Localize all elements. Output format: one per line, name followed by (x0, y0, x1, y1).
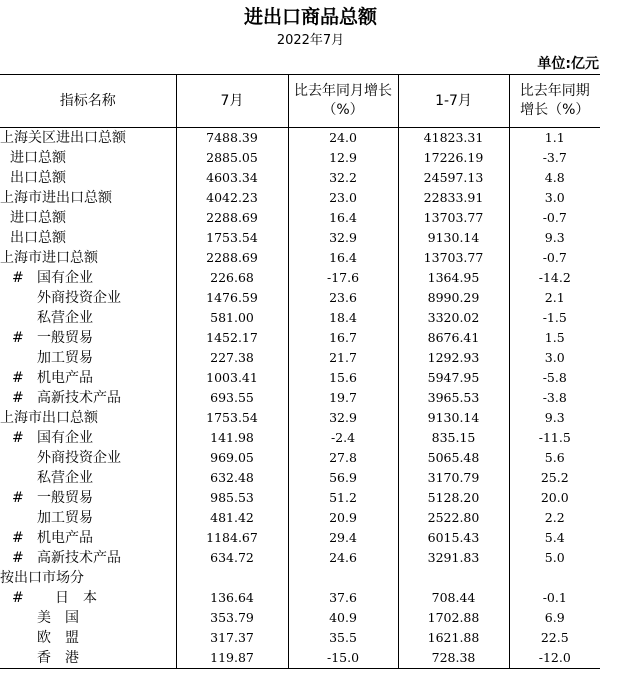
row-label: 上海市出口总额 (0, 410, 98, 426)
row-label: 外商投资企业 (37, 450, 121, 466)
cell-ytd: 8676.41 (398, 328, 509, 348)
row-label-cell (0, 268, 176, 288)
table-row (0, 188, 600, 208)
cell-month-yoy: 16.4 (288, 208, 398, 228)
cell-ytd: 13703.77 (398, 248, 509, 268)
cell-month: 226.68 (176, 268, 288, 288)
row-label: 私营企业 (37, 470, 93, 486)
cell-ytd-yoy: -0.1 (509, 588, 600, 608)
table-row (0, 608, 600, 628)
table-row (0, 148, 600, 168)
table-row (0, 468, 600, 488)
table-row (0, 168, 600, 188)
cell-month-yoy: 29.4 (288, 528, 398, 548)
cell-ytd: 24597.13 (398, 168, 509, 188)
row-label: 美 国 (37, 610, 79, 626)
cell-ytd (398, 568, 509, 588)
cell-month-yoy: 40.9 (288, 608, 398, 628)
row-label-cell (0, 568, 176, 588)
hash-marker: # (12, 270, 24, 286)
cell-month: 7488.39 (176, 128, 288, 149)
hash-marker: # (12, 530, 24, 546)
row-label: 私营企业 (37, 310, 93, 326)
row-label-cell (0, 368, 176, 388)
cell-month: 2288.69 (176, 248, 288, 268)
table-header (0, 75, 600, 128)
row-label-cell (0, 188, 176, 208)
table-row (0, 288, 600, 308)
header-ytd-yoy: 比去年同期增长（%） (509, 75, 600, 128)
row-label: 出口总额 (10, 170, 66, 186)
row-label: 一般贸易 (37, 330, 93, 346)
cell-ytd: 2522.80 (398, 508, 509, 528)
unit-label: 单位:亿元 (537, 56, 599, 72)
row-label: 外商投资企业 (37, 290, 121, 306)
cell-month: 119.87 (176, 648, 288, 669)
cell-month: 4603.34 (176, 168, 288, 188)
header-name: 指标名称 (0, 75, 176, 128)
row-label: 国有企业 (37, 270, 93, 286)
row-label: 香 港 (37, 650, 79, 666)
cell-ytd-yoy: 5.0 (509, 548, 600, 568)
cell-ytd: 9130.14 (398, 408, 509, 428)
row-label: 高新技术产品 (37, 550, 121, 566)
cell-month-yoy: 24.6 (288, 548, 398, 568)
row-label-cell (0, 628, 176, 648)
row-label-cell (0, 508, 176, 528)
hash-marker: # (12, 430, 24, 446)
cell-month-yoy: 32.2 (288, 168, 398, 188)
row-label: 上海市进口总额 (0, 250, 98, 266)
table-row (0, 628, 600, 648)
cell-month: 317.37 (176, 628, 288, 648)
row-label-cell (0, 168, 176, 188)
row-label: 国有企业 (37, 430, 93, 446)
table-title: 进出口商品总额 (243, 6, 377, 28)
cell-month: 136.64 (176, 588, 288, 608)
cell-ytd: 5947.95 (398, 368, 509, 388)
row-label-cell (0, 588, 176, 608)
cell-month-yoy: 32.9 (288, 228, 398, 248)
table-row (0, 528, 600, 548)
cell-month-yoy: 20.9 (288, 508, 398, 528)
cell-month: 1753.54 (176, 408, 288, 428)
cell-month: 1184.67 (176, 528, 288, 548)
header-month-yoy: 比去年同月增长（%） (288, 75, 398, 128)
row-label-cell (0, 348, 176, 368)
row-label: 上海市进出口总额 (0, 190, 112, 206)
cell-ytd-yoy: 5.4 (509, 528, 600, 548)
table-row (0, 488, 600, 508)
cell-month: 2885.05 (176, 148, 288, 168)
cell-ytd: 5128.20 (398, 488, 509, 508)
cell-month-yoy: 15.6 (288, 368, 398, 388)
cell-ytd-yoy: -0.7 (509, 208, 600, 228)
cell-month-yoy: 37.6 (288, 588, 398, 608)
table-row (0, 208, 600, 228)
cell-ytd-yoy: 25.2 (509, 468, 600, 488)
cell-ytd: 3965.53 (398, 388, 509, 408)
table-row (0, 448, 600, 468)
cell-ytd: 22833.91 (398, 188, 509, 208)
row-label-cell (0, 148, 176, 168)
cell-month-yoy: 21.7 (288, 348, 398, 368)
cell-month: 2288.69 (176, 208, 288, 228)
cell-ytd: 6015.43 (398, 528, 509, 548)
cell-month-yoy (288, 568, 398, 588)
table-row (0, 368, 600, 388)
table-row (0, 408, 600, 428)
row-label-cell (0, 548, 176, 568)
row-label-cell (0, 308, 176, 328)
cell-ytd: 1702.88 (398, 608, 509, 628)
hash-marker: # (12, 330, 24, 346)
hash-marker: # (12, 390, 24, 406)
row-label: 上海关区进出口总额 (0, 130, 126, 146)
hash-marker: # (12, 370, 24, 386)
cell-ytd: 1292.93 (398, 348, 509, 368)
cell-ytd: 8990.29 (398, 288, 509, 308)
table-subtitle: 2022年7月 (276, 33, 345, 48)
row-label: 高新技术产品 (37, 390, 121, 406)
cell-month-yoy: 32.9 (288, 408, 398, 428)
cell-month-yoy: -17.6 (288, 268, 398, 288)
cell-ytd-yoy: -1.5 (509, 308, 600, 328)
row-label: 欧 盟 (37, 630, 79, 646)
cell-month (176, 568, 288, 588)
cell-month: 1476.59 (176, 288, 288, 308)
cell-month-yoy: 23.6 (288, 288, 398, 308)
cell-ytd-yoy: 5.6 (509, 448, 600, 468)
cell-month-yoy: -15.0 (288, 648, 398, 669)
cell-ytd-yoy: 9.3 (509, 408, 600, 428)
table-row (0, 328, 600, 348)
cell-ytd-yoy: 2.1 (509, 288, 600, 308)
cell-ytd-yoy: 22.5 (509, 628, 600, 648)
cell-month: 1753.54 (176, 228, 288, 248)
cell-ytd: 17226.19 (398, 148, 509, 168)
cell-ytd-yoy: -0.7 (509, 248, 600, 268)
row-label-cell (0, 608, 176, 628)
table-row (0, 308, 600, 328)
cell-ytd: 3291.83 (398, 548, 509, 568)
row-label: 加工贸易 (37, 350, 93, 366)
cell-ytd-yoy: -14.2 (509, 268, 600, 288)
row-label: 按出口市场分 (0, 570, 84, 586)
cell-ytd-yoy: 1.5 (509, 328, 600, 348)
cell-month: 969.05 (176, 448, 288, 468)
table-row (0, 548, 600, 568)
cell-ytd-yoy (509, 568, 600, 588)
cell-month-yoy: 24.0 (288, 128, 398, 149)
row-label: 进口总额 (10, 210, 66, 226)
row-label: 进口总额 (10, 150, 66, 166)
cell-month: 1452.17 (176, 328, 288, 348)
cell-ytd-yoy: 2.2 (509, 508, 600, 528)
table-row (0, 348, 600, 368)
cell-ytd: 728.38 (398, 648, 509, 669)
row-label-cell (0, 488, 176, 508)
cell-month-yoy: 19.7 (288, 388, 398, 408)
cell-month-yoy: 23.0 (288, 188, 398, 208)
cell-month: 353.79 (176, 608, 288, 628)
row-label: 加工贸易 (37, 510, 93, 526)
row-label-cell (0, 388, 176, 408)
cell-ytd: 13703.77 (398, 208, 509, 228)
row-label: 机电产品 (37, 530, 93, 546)
cell-ytd-yoy: 3.0 (509, 188, 600, 208)
row-label: 日 本 (55, 590, 97, 606)
cell-month-yoy: 56.9 (288, 468, 398, 488)
header-ytd: 1-7月 (398, 75, 509, 128)
table-row (0, 248, 600, 268)
table-body (0, 128, 600, 669)
header-month: 7月 (176, 75, 288, 128)
cell-ytd: 3170.79 (398, 468, 509, 488)
cell-month: 1003.41 (176, 368, 288, 388)
row-label-cell (0, 448, 176, 468)
table-row (0, 508, 600, 528)
row-label-cell (0, 248, 176, 268)
cell-month: 227.38 (176, 348, 288, 368)
cell-ytd-yoy: 9.3 (509, 228, 600, 248)
cell-ytd: 3320.02 (398, 308, 509, 328)
cell-month-yoy: 16.7 (288, 328, 398, 348)
cell-month: 693.55 (176, 388, 288, 408)
cell-month-yoy: 35.5 (288, 628, 398, 648)
cell-ytd-yoy: 20.0 (509, 488, 600, 508)
row-label-cell (0, 228, 176, 248)
row-label-cell (0, 468, 176, 488)
cell-ytd-yoy: -11.5 (509, 428, 600, 448)
table-row (0, 268, 600, 288)
row-label-cell (0, 528, 176, 548)
cell-ytd-yoy: 3.0 (509, 348, 600, 368)
row-label-cell (0, 428, 176, 448)
cell-month: 581.00 (176, 308, 288, 328)
cell-ytd-yoy: 1.1 (509, 128, 600, 149)
cell-ytd-yoy: -5.8 (509, 368, 600, 388)
cell-ytd: 5065.48 (398, 448, 509, 468)
cell-month: 481.42 (176, 508, 288, 528)
trade-table (0, 74, 600, 669)
cell-month: 4042.23 (176, 188, 288, 208)
hash-marker: # (12, 490, 24, 506)
cell-ytd-yoy: -3.7 (509, 148, 600, 168)
row-label-cell (0, 128, 176, 149)
table-row (0, 128, 600, 149)
row-label-cell (0, 208, 176, 228)
row-label-cell (0, 328, 176, 348)
cell-month-yoy: 16.4 (288, 248, 398, 268)
row-label: 一般贸易 (37, 490, 93, 506)
cell-ytd-yoy: 6.9 (509, 608, 600, 628)
cell-ytd: 1621.88 (398, 628, 509, 648)
cell-ytd: 41823.31 (398, 128, 509, 149)
cell-month-yoy: 12.9 (288, 148, 398, 168)
cell-ytd: 1364.95 (398, 268, 509, 288)
cell-ytd: 9130.14 (398, 228, 509, 248)
row-label-cell (0, 648, 176, 669)
row-label: 机电产品 (37, 370, 93, 386)
hash-marker: # (12, 590, 24, 606)
cell-month: 632.48 (176, 468, 288, 488)
table-row (0, 428, 600, 448)
table-row (0, 568, 600, 588)
table-row (0, 388, 600, 408)
cell-ytd-yoy: -12.0 (509, 648, 600, 669)
table-row (0, 648, 600, 669)
row-label: 出口总额 (10, 230, 66, 246)
cell-month-yoy: -2.4 (288, 428, 398, 448)
cell-month-yoy: 51.2 (288, 488, 398, 508)
cell-month: 634.72 (176, 548, 288, 568)
hash-marker: # (12, 550, 24, 566)
cell-month-yoy: 27.8 (288, 448, 398, 468)
cell-month-yoy: 18.4 (288, 308, 398, 328)
table-row (0, 228, 600, 248)
row-label-cell (0, 288, 176, 308)
table-row (0, 588, 600, 608)
cell-ytd: 835.15 (398, 428, 509, 448)
cell-month: 141.98 (176, 428, 288, 448)
cell-ytd: 708.44 (398, 588, 509, 608)
cell-month: 985.53 (176, 488, 288, 508)
cell-ytd-yoy: 4.8 (509, 168, 600, 188)
row-label-cell (0, 408, 176, 428)
cell-ytd-yoy: -3.8 (509, 388, 600, 408)
